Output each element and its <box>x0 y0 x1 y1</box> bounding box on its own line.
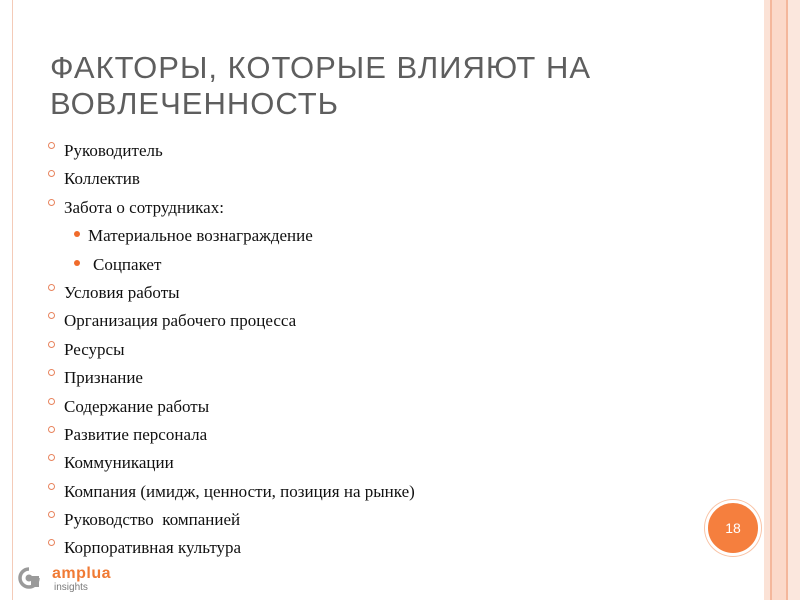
list-item <box>48 421 415 449</box>
circle-bullet-icon <box>48 284 55 291</box>
list-item <box>48 279 415 307</box>
list-item-label: Развитие персонала <box>64 424 208 444</box>
list-item-label: Признание <box>64 368 143 388</box>
list-item-label: Коллектив <box>64 169 140 189</box>
dot-bullet-icon <box>74 231 80 237</box>
left-border <box>0 0 13 600</box>
circle-bullet-icon <box>48 511 55 518</box>
amplua-logo-icon <box>18 567 40 589</box>
list-item-label: Организация рабочего процесса <box>64 311 297 331</box>
circle-bullet-icon <box>48 142 55 149</box>
circle-bullet-icon <box>48 199 55 206</box>
list-item <box>48 137 415 165</box>
circle-bullet-icon <box>48 398 55 405</box>
circle-bullet-icon <box>48 454 55 461</box>
circle-bullet-icon <box>48 539 55 546</box>
sub-list-item <box>48 222 415 250</box>
list-item <box>48 478 415 506</box>
circle-bullet-icon <box>48 426 55 433</box>
list-item-label: Содержание работы <box>64 396 210 416</box>
list-item-label: Соцпакет <box>93 254 162 274</box>
logo-subtitle: insights <box>54 582 88 593</box>
list-item <box>48 165 415 193</box>
list-item-label: Компания (имидж, ценности, позиция на рынке) <box>64 481 415 501</box>
decorative-stripes <box>764 0 800 600</box>
dot-bullet-icon <box>74 260 80 266</box>
list-item <box>48 393 415 421</box>
list-item-label: Материальное вознаграждение <box>88 226 313 246</box>
circle-bullet-icon <box>48 483 55 490</box>
slide-title: ФАКТОРЫ, КОТОРЫЕ ВЛИЯЮТ НА ВОВЛЕЧЕННОСТЬ <box>50 50 592 121</box>
list-item <box>48 194 415 222</box>
list-item-label: Коммуникации <box>64 453 174 473</box>
list-item <box>48 307 415 335</box>
list-item <box>48 534 415 562</box>
list-item-label: Руководитель <box>64 141 163 160</box>
list-item-label: Руководство компанией <box>64 510 241 530</box>
list-item-label: Ресурсы <box>64 339 125 359</box>
factor-list <box>48 137 415 563</box>
circle-bullet-icon <box>48 170 55 177</box>
list-item <box>48 336 415 364</box>
circle-bullet-icon <box>48 312 55 319</box>
list-item <box>48 449 415 477</box>
list-item-label: Забота о сотрудниках: <box>64 197 224 217</box>
list-item <box>48 364 415 392</box>
circle-bullet-icon <box>48 341 55 348</box>
list-item <box>48 506 415 534</box>
logo-wordmark: amplua <box>52 565 112 582</box>
page-number-badge: 18 <box>705 500 761 556</box>
list-item-label: Условия работы <box>64 282 180 302</box>
circle-bullet-icon <box>48 369 55 376</box>
amplua-logo <box>18 565 158 595</box>
sub-list-item <box>48 251 415 279</box>
list-item-label: Корпоративная культура <box>64 538 242 558</box>
